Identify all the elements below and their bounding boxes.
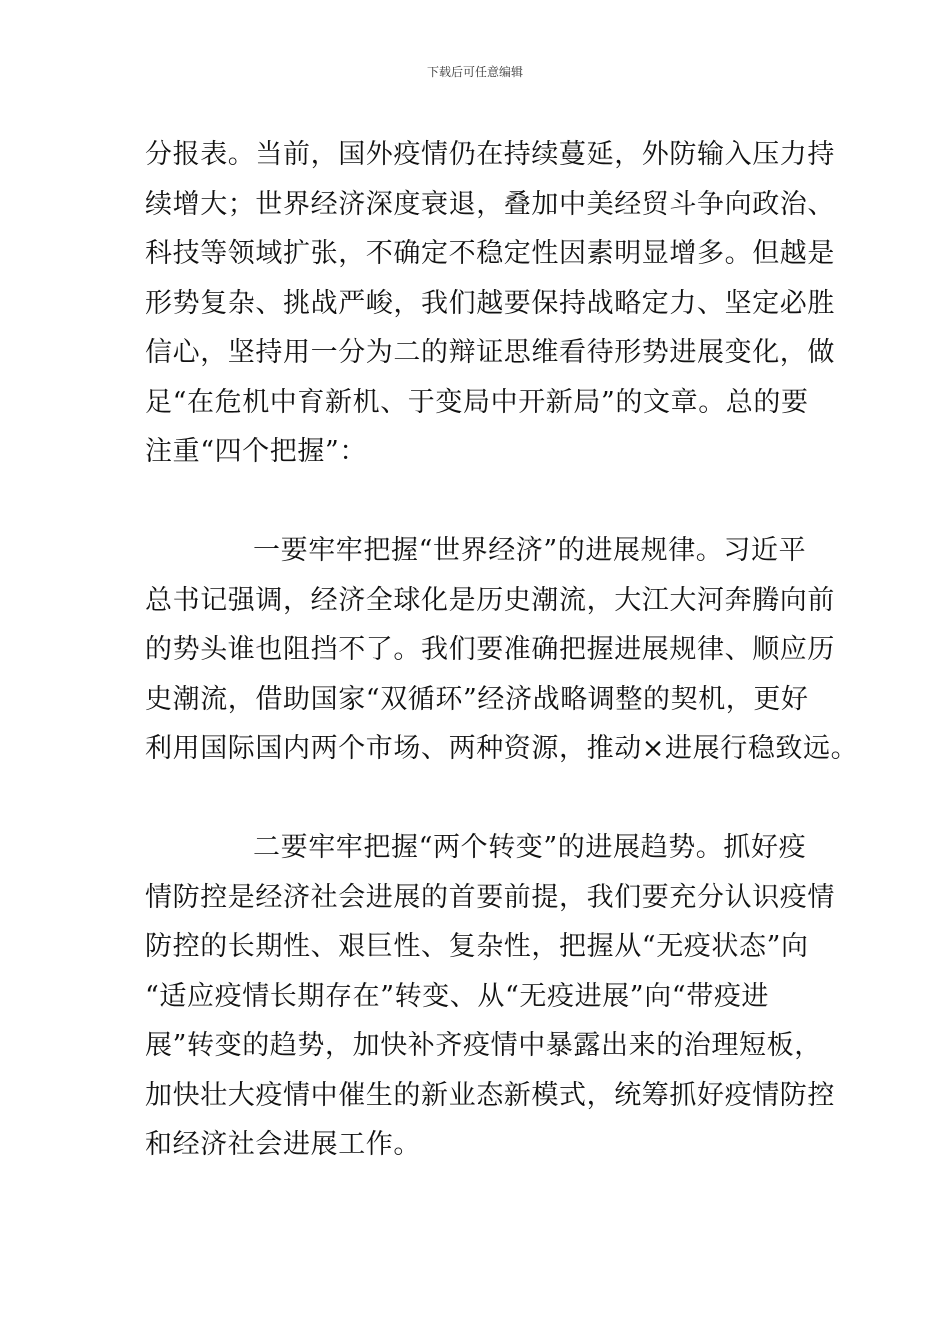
paragraph-line: 总书记强调，经济全球化是历史潮流，大江大河奔腾向前 [145, 584, 835, 616]
paragraph-point-one [145, 526, 859, 774]
paragraph-line: 展”转变的趋势，加快补齐疫情中暴露出来的治理短板， [145, 1030, 822, 1061]
paragraph-line: 分报表。当前，国外疫情仍在持续蔓延，外防输入压力持 [145, 139, 835, 170]
paragraph-line: 注重“四个把握”： [145, 436, 368, 467]
paragraph-line: 史潮流，借助国家“双循环”经济战略调整的契机，更好 [145, 683, 809, 715]
paragraph-line: 信心，坚持用一分为二的辩证思维看待形势进展变化，做 [145, 337, 835, 368]
page-header: 下载后可任意编辑 [426, 65, 523, 79]
paragraph-line: 的势头谁也阻挡不了。我们要准确把握进展规律、顺应历 [145, 634, 835, 665]
paragraph-line: 续增大；世界经济深度衰退，叠加中美经贸斗争向政治、 [145, 188, 835, 220]
paragraph-line: 防控的长期性、艰巨性、复杂性，把握从“无疫状态”向 [145, 931, 809, 962]
paragraph-line: 一要牢牢把握“世界经济”的进展规律。习近平 [253, 535, 807, 566]
paragraph-line: 科技等领域扩张，不确定不稳定性因素明显增多。但越是 [145, 238, 835, 269]
paragraph-line: 加快壮大疫情中催生的新业态新模式，统筹抓好疫情防控 [145, 1079, 835, 1111]
paragraph-line: 情防控是经济社会进展的首要前提，我们要充分认识疫情 [145, 881, 835, 913]
paragraph-intro [145, 130, 835, 477]
paragraph-line: 利用国际国内两个市场、两种资源，推动×进展行稳致远。 [145, 733, 859, 764]
paragraph-line: 二要牢牢把握“两个转变”的进展趋势。抓好疫 [253, 832, 807, 863]
paragraph-point-two [145, 823, 835, 1170]
paragraph-line: 和经济社会进展工作。 [145, 1129, 421, 1160]
paragraph-line: 形势复杂、挑战严峻，我们越要保持战略定力、坚定必胜 [145, 287, 835, 319]
paragraph-line: 足“在危机中育新机、于变局中开新局”的文章。总的要 [145, 386, 809, 418]
paragraph-line: “适应疫情长期存在”转变、从“无疫进展”向“带疫进 [145, 980, 770, 1012]
